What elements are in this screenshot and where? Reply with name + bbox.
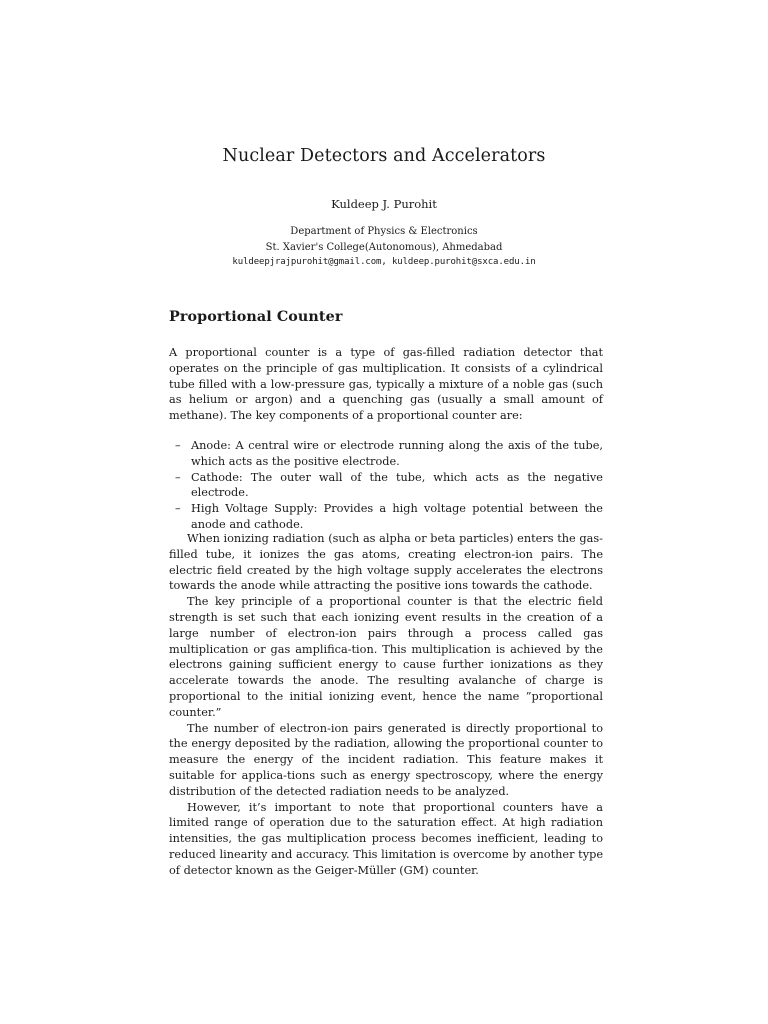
paragraph: The number of electron-ion pairs generated is directly proportional to the energy deposited by the radiation, allowing the proportional counter to measure the energy of the incident radiation. This feature makes it suitable for applica-tions such as energy spectroscopy, where the energy distribution of the detected radiation needs to be analyzed. [169,721,603,798]
department: Department of Physics & Electronics [290,226,478,237]
list-item-text: High Voltage Supply: Provides a high voltage potential between the anode and cathode. [191,502,603,531]
paper-title: Nuclear Detectors and Accelerators [222,146,546,166]
affiliation-block [0,224,768,271]
list-item-text: Anode: A central wire or electrode running along the axis of the tube, which acts as the positive electrode. [191,439,603,468]
list-item [175,501,603,533]
paragraph: However, it’s important to note that proportional counters have a limited range of operation due to the saturation effect. At high radiation intensities, the gas multiplication process becomes inefficient, leading to reduced linearity and accuracy. This limitation is overcome by another type of detector known as the Geiger-Müller (GM) counter. [169,800,603,877]
list-item [175,470,603,502]
component-list [175,438,603,533]
section-heading: Proportional Counter [169,309,343,325]
list-item-text: Cathode: The outer wall of the tube, which acts as the negative electrode. [191,470,603,500]
email-addresses: kuldeepjrajpurohit@gmail.com, kuldeep.purohit@sxca.edu.in [232,257,536,267]
list-item [175,438,603,470]
paragraph: The key principle of a proportional counter is that the electric field strength is set such that each ionizing event results in the creation of a large number of electron-ion pairs through a process called gas multiplication or gas amplifica-tion. This multiplication is achieved by the electrons gaining sufficient energy to cause further ionizations as they accelerate towards the anode. The resulting avalanche of charge is proportional to the initial ionizing event, hence the name ”proportional counter.” [169,595,603,719]
bullet-dash: – [175,439,181,452]
college: St. Xavier's College(Autonomous), Ahmedabad [265,241,503,253]
bullet-dash: – [175,470,181,484]
paragraph: When ionizing radiation (such as alpha or beta particles) enters the gas-filled tube, it ionizes the gas atoms, creating electron-ion pairs. The electric field created by the high voltage supply accelerates the electrons towards the anode while attracting the positive ions towards the cathode. [169,532,603,593]
intro-paragraph: A proportional counter is a type of gas-filled radiation detector that operates on the principle of gas multiplication. It consists of a cylindrical tube filled with a low-pressure gas, typically a mixture of a noble gas (such as helium or argon) and a quenching gas (usually a small amount of methane). The key components of a proportional counter are: [169,346,603,423]
body-text [169,531,603,879]
author-name: Kuldeep J. Purohit [331,197,437,211]
bullet-dash: – [175,502,181,516]
